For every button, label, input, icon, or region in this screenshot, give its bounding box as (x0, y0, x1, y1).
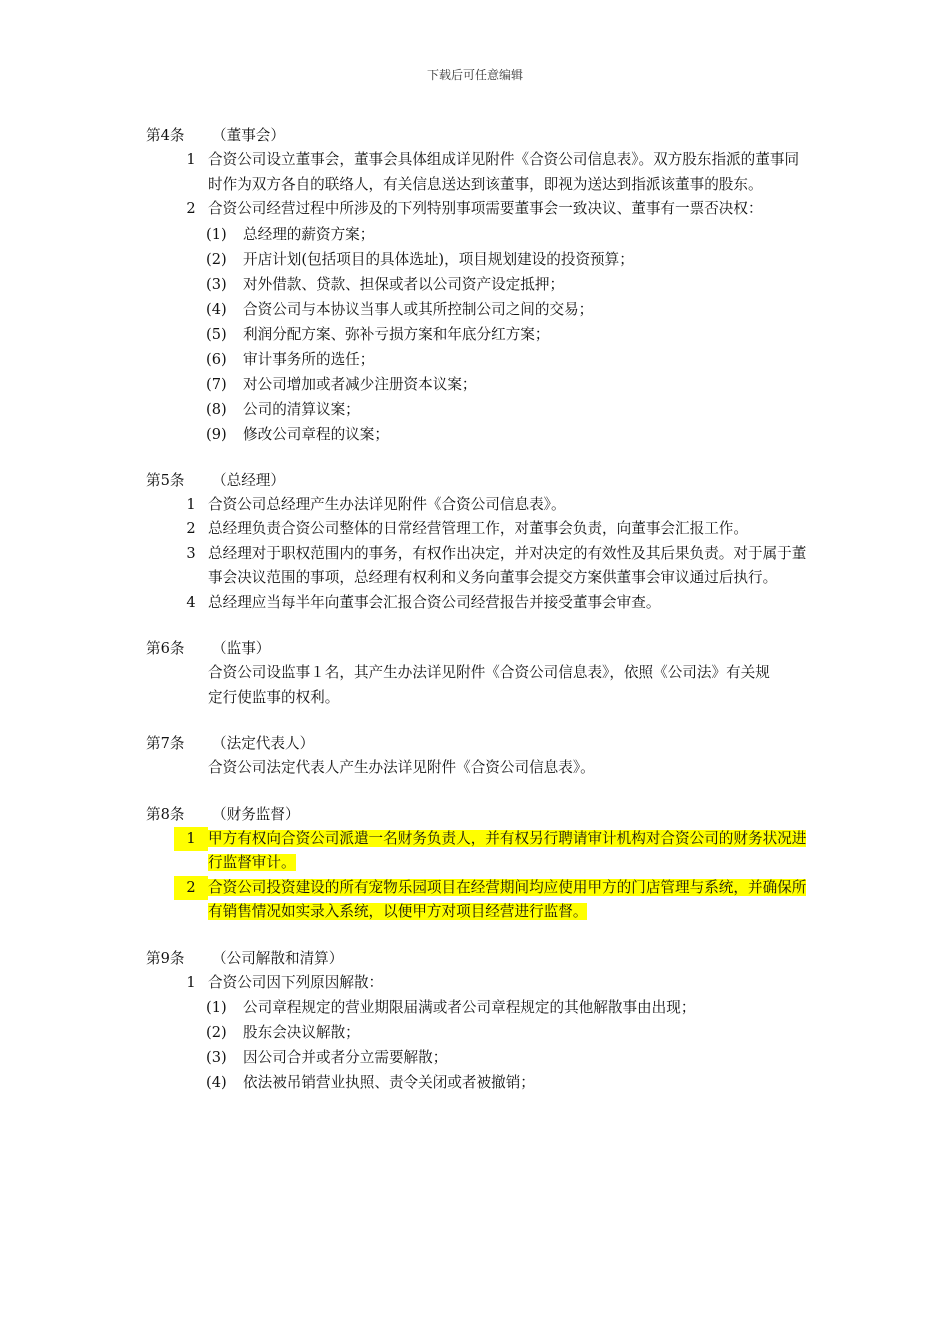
clause-text: 合资公司总经理产生办法详见附件《合资公司信息表》。 (208, 495, 566, 513)
clause-item (146, 493, 826, 518)
clause-number (146, 148, 208, 197)
clause-number-text: 2 (186, 200, 196, 217)
sub-clause-number: (4) (206, 1074, 227, 1091)
clause-text: 合资公司经营过程中所涉及的下列特别事项需要董事会一致决议、董事有一票否决权： (208, 200, 763, 217)
sub-clause (206, 372, 826, 397)
document-body (146, 124, 826, 1117)
clause-text-box (208, 148, 808, 197)
sub-clause-text: 开店计划(包括项目的具体选址)，项目规划建设的投资预算； (243, 250, 634, 268)
article-title: （公司解散和清算） (212, 949, 344, 967)
clause-number (146, 517, 208, 542)
article (146, 124, 826, 447)
sub-clause-number: (6) (206, 350, 227, 368)
clause-number-text: 1 (186, 973, 196, 991)
article (146, 947, 826, 1096)
clause-number (146, 971, 208, 996)
sub-clause-text: 因公司合并或者分立需要解散； (243, 1049, 448, 1066)
clause-number-text: 1 (186, 495, 196, 513)
sub-clause (206, 272, 826, 297)
clause-number-text: 2 (174, 876, 208, 901)
article-body-text: 合资公司设监事１名，其产生办法详见附件《合资公司信息表》，依照《公司法》有关规定行使监事的权利。 (208, 664, 770, 706)
clause-text-box (208, 197, 808, 222)
sub-clause (206, 995, 826, 1020)
clause-number (146, 493, 208, 518)
article (146, 732, 826, 781)
sub-clause (206, 397, 826, 422)
sub-clause-text: 修改公司章程的议案； (243, 425, 389, 443)
sub-clause-number: (3) (206, 1049, 227, 1066)
clause-number (146, 542, 208, 591)
sub-clause (206, 347, 826, 372)
clause-number-text: 3 (186, 544, 196, 562)
article-title: （监事） (212, 640, 271, 657)
article-number: 第4条 (146, 127, 185, 144)
article-heading (146, 124, 826, 148)
article (146, 803, 826, 925)
sub-clause-number: (3) (206, 275, 227, 293)
clause-text: 甲方有权向合资公司派遣一名财务负责人，并有权另行聘请审计机构对合资公司的财务状况进行监督审计。 (208, 829, 807, 871)
article-number: 第7条 (146, 735, 185, 752)
sub-clause-text: 总经理的薪资方案； (243, 225, 375, 243)
article-title: （总经理） (212, 471, 285, 489)
sub-clause (206, 322, 826, 347)
clause-item (146, 591, 826, 616)
article-heading (146, 637, 826, 661)
article-heading (146, 732, 826, 756)
sub-clause-text: 公司章程规定的营业期限届满或者公司章程规定的其他解散事由出现； (243, 999, 696, 1016)
clause-text: 合资公司投资建设的所有宠物乐园项目在经营期间均应使用甲方的门店管理与系统，并确保所有销售情况如实录入系统，以便甲方对项目经营进行监督。 (208, 878, 807, 920)
clause-text: 总经理应当每半年向董事会汇报合资公司经营报告并接受董事会审查。 (208, 593, 661, 611)
sub-clause (206, 1070, 826, 1095)
clause-text-box (208, 876, 808, 925)
article (146, 637, 826, 710)
sub-clause-number: (8) (206, 400, 227, 418)
sub-clause-text: 审计事务所的选任； (243, 350, 375, 368)
article-number: 第9条 (146, 949, 185, 967)
sub-clause-number: (2) (206, 250, 227, 268)
article-title: （法定代表人） (212, 735, 315, 752)
article-heading (146, 803, 826, 827)
article-heading (146, 469, 826, 493)
article-number: 第8条 (146, 805, 185, 823)
article-body-text: 合资公司法定代表人产生办法详见附件《合资公司信息表》。 (208, 759, 595, 776)
clause-text-box (208, 591, 808, 616)
clause-number-text: 2 (186, 520, 196, 537)
sub-clause-text: 合资公司与本协议当事人或其所控制公司之间的交易； (243, 300, 594, 318)
clause-number (146, 876, 208, 925)
sub-clause-number: (9) (206, 425, 227, 443)
article-title: （财务监督） (212, 805, 300, 823)
clause-number-text: 4 (186, 593, 196, 611)
clause-item (146, 542, 826, 591)
sub-clause (206, 222, 826, 247)
article-heading (146, 947, 826, 971)
sub-clause-text: 利润分配方案、弥补亏损方案和年底分红方案； (243, 325, 550, 343)
clause-item (146, 517, 826, 542)
sub-clause (206, 1045, 826, 1070)
sub-clause-text: 对公司增加或者减少注册资本议案； (243, 375, 477, 393)
clause-number-text: 1 (186, 151, 196, 168)
sub-clause-number: (2) (206, 1024, 227, 1041)
clause-number (146, 827, 208, 876)
clause-item (146, 148, 826, 197)
sub-clause-text: 公司的清算议案； (243, 400, 360, 418)
clause-text: 总经理负责合资公司整体的日常经营管理工作，对董事会负责，向董事会汇报工作。 (208, 520, 748, 537)
clause-text-box (208, 517, 808, 542)
clause-text: 合资公司设立董事会，董事会具体组成详见附件《合资公司信息表》。双方股东指派的董事同时作为双方各自的联络人，有关信息送达到该董事，即视为送达到指派该董事的股东。 (208, 151, 800, 193)
sub-clause (206, 297, 826, 322)
article-number: 第5条 (146, 471, 185, 489)
sub-clause-number: (7) (206, 375, 227, 393)
clause-text-box (208, 493, 808, 518)
clause-text-box (208, 971, 808, 996)
clause-number-text: 1 (174, 827, 208, 852)
clause-item (146, 827, 826, 876)
clause-item (146, 876, 826, 925)
article (146, 469, 826, 616)
sub-clause-text: 对外借款、贷款、担保或者以公司资产设定抵押； (243, 275, 565, 293)
sub-clause-text: 依法被吊销营业执照、责令关闭或者被撤销； (243, 1074, 535, 1091)
clause-number (146, 197, 208, 222)
clause-item (146, 971, 826, 996)
clause-item (146, 197, 826, 222)
clause-number (146, 591, 208, 616)
page-header: 下载后可任意编辑 (426, 68, 523, 82)
article-title: （董事会） (212, 127, 285, 144)
clause-text: 合资公司因下列原因解散： (208, 973, 384, 991)
sub-clause (206, 1020, 826, 1045)
clause-text: 总经理对于职权范围内的事务，有权作出决定，并对决定的有效性及其后果负责。对于属于董事会决议范围的事项，总经理有权利和义务向董事会提交方案供董事会审议通过后执行。 (208, 544, 807, 586)
clause-text-box (208, 542, 808, 591)
sub-clause-text: 股东会决议解散； (243, 1024, 360, 1041)
sub-clause-number: (1) (206, 999, 227, 1016)
sub-clause (206, 247, 826, 272)
article-number: 第6条 (146, 640, 185, 657)
sub-clause-number: (4) (206, 300, 227, 318)
clause-text-box (208, 827, 808, 876)
sub-clause (206, 422, 826, 447)
sub-clause-number: (1) (206, 225, 227, 243)
sub-clause-number: (5) (206, 325, 227, 343)
